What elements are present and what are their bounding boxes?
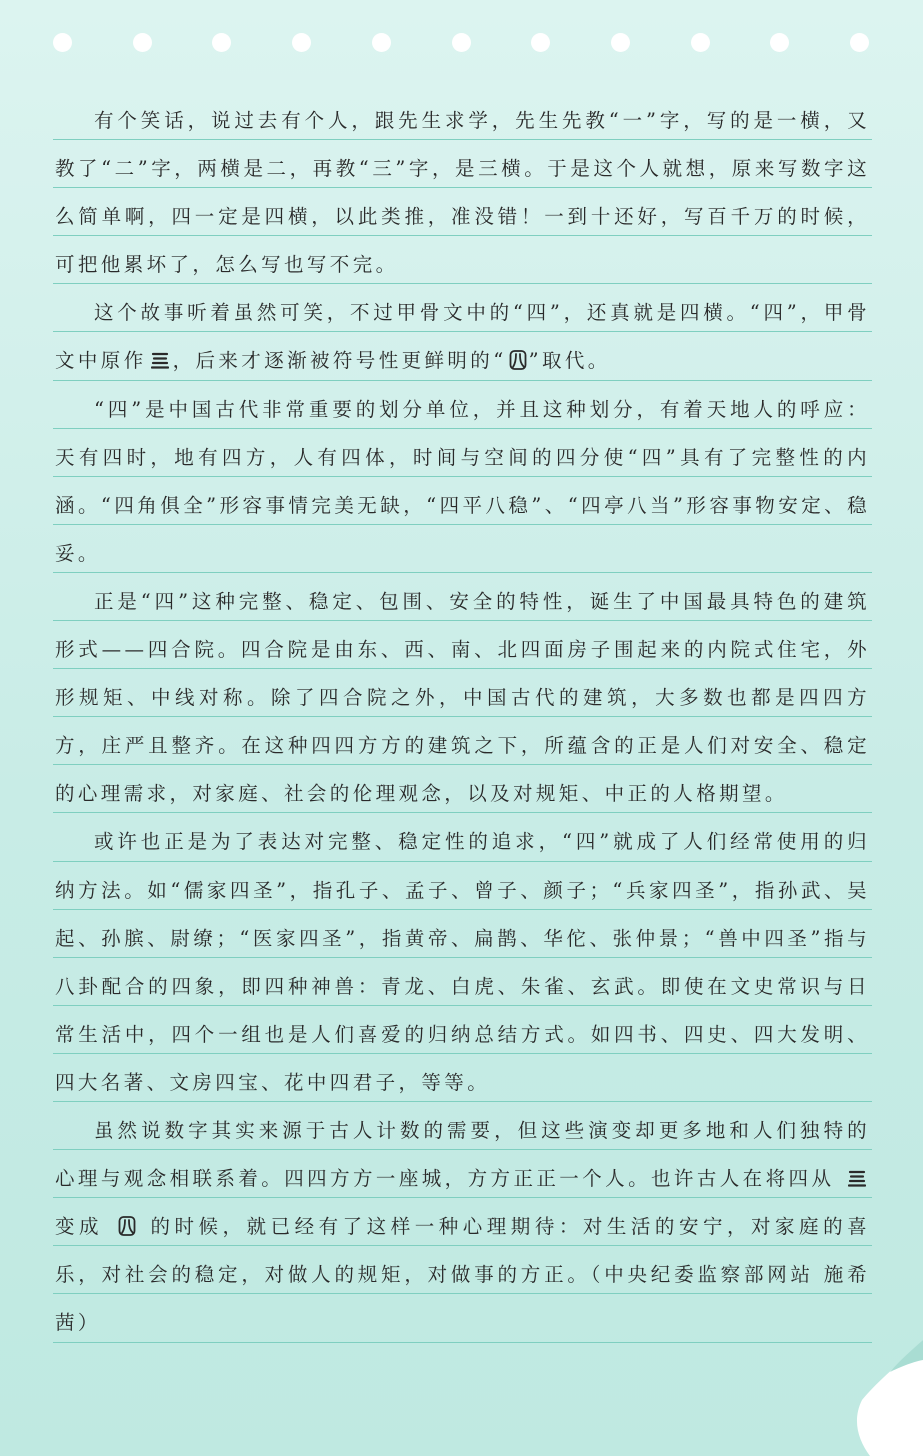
paragraph-6-part-b: 变成 (55, 1215, 114, 1239)
paragraph-2-part-c: ”取代。 (528, 349, 611, 373)
article-body (55, 97, 870, 1347)
binder-hole (372, 33, 391, 52)
oracle-four-glyph-icon (151, 349, 169, 371)
binder-hole (611, 33, 630, 52)
paragraph-1: 有个笑话，说过去有个人，跟先生求学，先生先教“一”字，写的是一横，又教了“二”字，两横是二，再教“三”字，是三横。于是这个人就想，原来写数字这么简单啊，四一定是四横，以此类推，准没错！一到十还好，写百千万的时候，可把他累坏了，怎么写也写不完。 (55, 109, 870, 277)
binder-hole (292, 33, 311, 52)
binder-hole (452, 33, 471, 52)
binder-hole (691, 33, 710, 52)
paragraph-3: “四”是中国古代非常重要的划分单位，并且这种划分，有着天地人的呼应：天有四时，地有四方，人有四体，时间与空间的四分使“四”具有了完整性的内涵。“四角俱全”形容事情完美无缺，“四平八稳”、“四亭八当”形容事物安定、稳妥。 (55, 397, 870, 565)
paragraph-6-part-c: 的时候，就已经有了这样一种心理期待：对生活的安宁，对家庭的喜乐，对社会的稳定，对做人的规矩，对做事的方正。（中央纪委监察部网站 施希茜） (55, 1215, 870, 1335)
boxed-four-glyph-icon (509, 349, 527, 371)
paragraph-5: 或许也正是为了表达对完整、稳定性的追求，“四”就成了人们经常使用的归纳方法。如“儒家四圣”，指孔子、孟子、曾子、颜子；“兵家四圣”，指孙武、吴起、孙膑、尉缭；“医家四圣”，指黄帝、扁鹊、华佗、张仲景；“兽中四圣”指与八卦配合的四象，即四种神兽：青龙、白虎、朱雀、玄武。即使在文史常识与日常生活中，四个一组也是人们喜爱的归纳总结方式。如四书、四史、四大发明、四大名著、文房四宝、花中四君子，等等。 (55, 830, 870, 1094)
paragraph-2-part-a: 这个故事听着虽然可笑，不过甲骨文中的“四”，还真就是四横。“四”，甲骨文中原作 (55, 301, 870, 373)
binder-hole (133, 33, 152, 52)
oracle-four-glyph-icon (848, 1167, 866, 1189)
binder-hole (53, 33, 72, 52)
paragraph-2-part-b: ，后来才逐渐被符号性更鲜明的“ (172, 349, 507, 373)
binder-hole (850, 33, 869, 52)
paragraph-6-part-a: 虽然说数字其实来源于古人计数的需要，但这些演变却更多地和人们独特的心理与观念相联系着。四四方方一座城，方方正正一个人。也许古人在将四从 (55, 1118, 870, 1191)
paragraph-2 (55, 289, 870, 385)
boxed-four-glyph-icon (118, 1215, 136, 1237)
binder-hole (770, 33, 789, 52)
binder-hole (212, 33, 231, 52)
paragraph-6 (55, 1107, 870, 1347)
binder-hole (531, 33, 550, 52)
binder-holes (0, 33, 923, 53)
paragraph-4: 正是“四”这种完整、稳定、包围、安全的特性，诞生了中国最具特色的建筑形式——四合院。四合院是由东、西、南、北四面房子围起来的内院式住宅，外形规矩、中线对称。除了四合院之外，中国古代的建筑，大多数也都是四四方方，庄严且整齐。在这种四四方方的建筑之下，所蕴含的正是人们对安全、稳定的心理需求，对家庭、社会的伦理观念，以及对规矩、中正的人格期望。 (55, 589, 870, 806)
